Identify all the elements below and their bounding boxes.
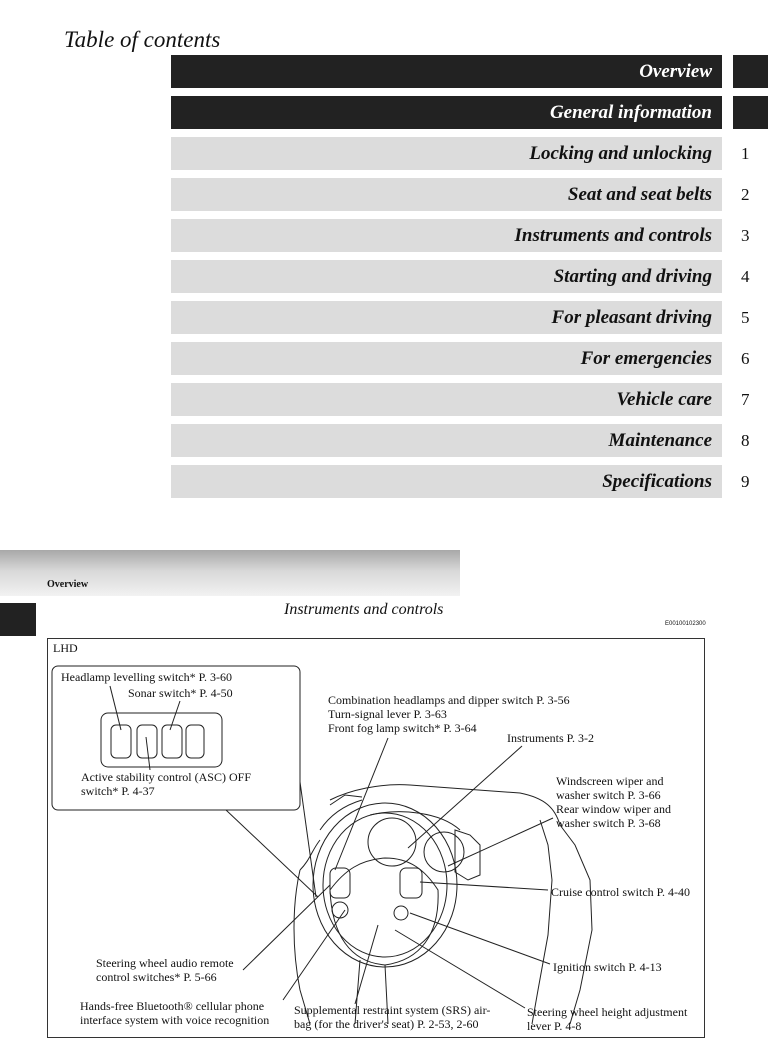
- toc-item-label: For pleasant driving: [551, 306, 712, 328]
- callout-audio-line1: Steering wheel audio remote: [96, 956, 234, 970]
- callout-wiper-line2: washer switch P. 3-66: [556, 788, 661, 802]
- callout-combination-headlamps: Combination headlamps and dipper switch P. 3-56: [328, 693, 570, 707]
- toc-tab-1[interactable]: 1: [741, 143, 750, 163]
- toc-tab-3[interactable]: 3: [741, 225, 750, 245]
- callout-front-fog: Front fog lamp switch* P. 3-64: [328, 721, 477, 735]
- toc-tab-5[interactable]: 5: [741, 307, 750, 327]
- toc-tab-7[interactable]: 7: [741, 389, 750, 409]
- callout-ignition: Ignition switch P. 4-13: [553, 960, 662, 974]
- callout-srs-line2: bag (for the driver's seat) P. 2-53, 2-60: [294, 1017, 479, 1031]
- callout-bluetooth-line1: Hands-free Bluetooth® cellular phone: [80, 999, 265, 1013]
- toc-title: Table of contents: [64, 27, 221, 52]
- dashboard-top: [330, 785, 560, 825]
- toc-item-label: For emergencies: [580, 347, 712, 369]
- toc-item-label: Starting and driving: [553, 265, 712, 287]
- toc-tab-2[interactable]: 2: [741, 184, 750, 204]
- toc-tab-9[interactable]: 9: [741, 471, 750, 491]
- callout-cruise-control: Cruise control switch P. 4-40: [551, 885, 690, 899]
- callout-height-line1: Steering wheel height adjustment: [527, 1005, 688, 1019]
- page-header-label: Overview: [47, 579, 89, 590]
- callout-wiper-line4: washer switch P. 3-68: [556, 816, 661, 830]
- callout-audio-line2: control switches* P. 5-66: [96, 970, 217, 984]
- callout-asc-line1: Active stability control (ASC) OFF: [81, 770, 251, 784]
- callout-height-line2: lever P. 4-8: [527, 1019, 582, 1033]
- callout-headlamp-levelling: Headlamp levelling switch* P. 3-60: [61, 670, 232, 684]
- toc-tab-4[interactable]: 4: [741, 266, 750, 286]
- section-title: Instruments and controls: [284, 601, 444, 618]
- steering-wheel: [313, 803, 457, 967]
- callout-wiper-line3: Rear window wiper and: [556, 802, 671, 816]
- reference-code: E00100102300: [665, 621, 706, 627]
- callout-wiper-line1: Windscreen wiper and: [556, 774, 664, 788]
- callout-srs-line1: Supplemental restraint system (SRS) air-: [294, 1003, 491, 1017]
- toc-tab-6[interactable]: 6: [741, 348, 750, 368]
- callout-turn-signal: Turn-signal lever P. 3-63: [328, 707, 447, 721]
- toc-item-label: Maintenance: [608, 429, 712, 451]
- toc-item-label: Specifications: [602, 470, 712, 492]
- toc-tab-8[interactable]: 8: [741, 430, 750, 450]
- lhd-label: LHD: [53, 641, 78, 655]
- callout-asc-line2: switch* P. 4-37: [81, 784, 155, 798]
- callout-instruments: Instruments P. 3-2: [507, 731, 594, 745]
- toc-item-label: General information: [549, 101, 712, 123]
- callout-sonar: Sonar switch* P. 4-50: [128, 686, 233, 700]
- toc-item-label: Vehicle care: [616, 388, 712, 410]
- toc-item-label: Overview: [639, 60, 712, 82]
- toc-item-label: Locking and unlocking: [529, 142, 712, 164]
- toc-item-label: Instruments and controls: [514, 224, 712, 246]
- callout-bluetooth-line2: interface system with voice recognition: [80, 1013, 270, 1027]
- toc-item-label: Seat and seat belts: [567, 183, 712, 205]
